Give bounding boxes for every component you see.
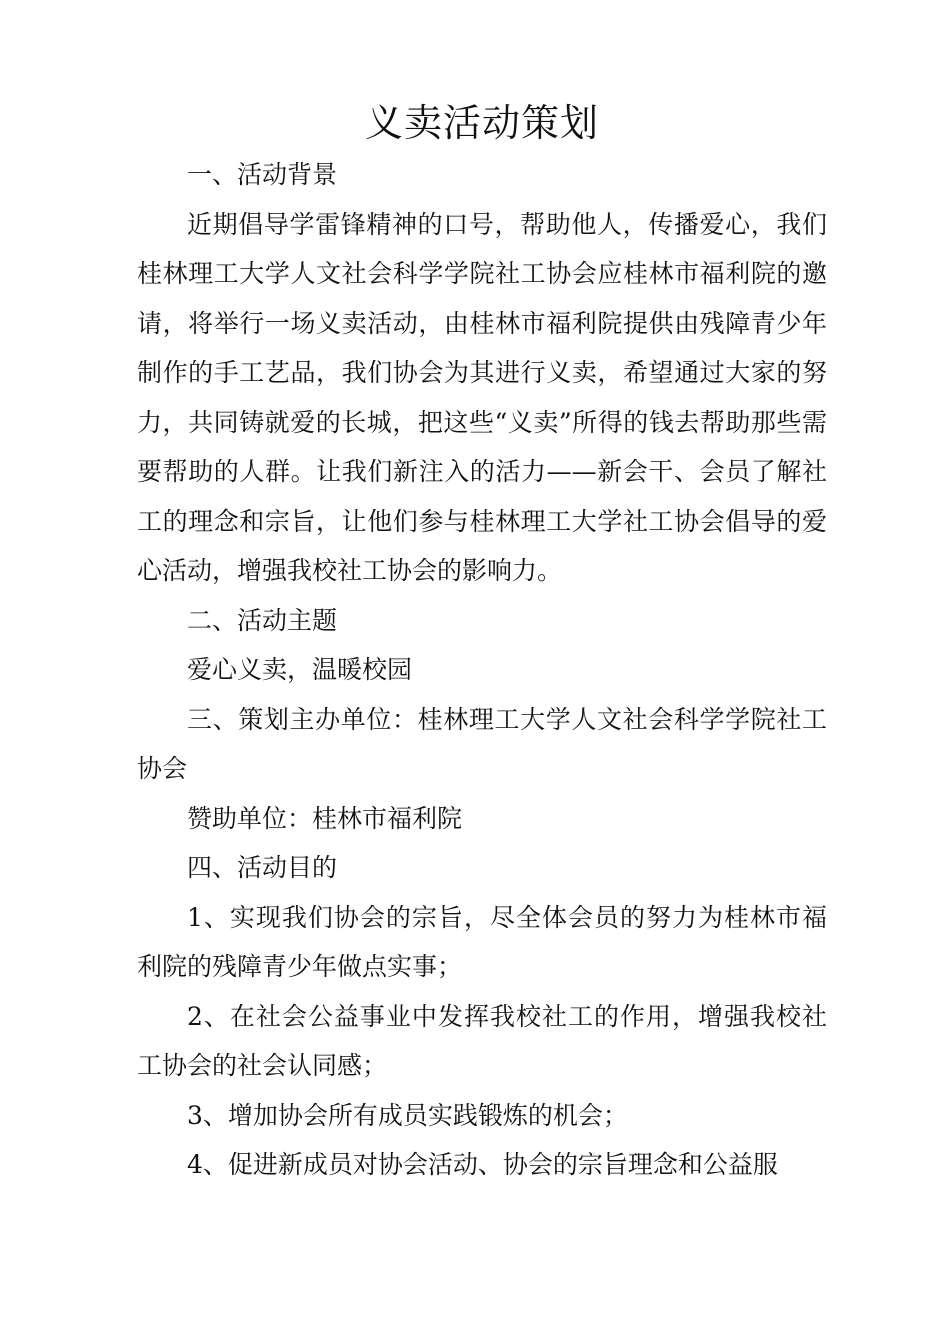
- section-heading-theme: 二、活动主题: [187, 605, 338, 635]
- section-heading-background: 一、活动背景: [187, 160, 338, 189]
- section-heading-purpose: 四、活动目的: [187, 853, 338, 882]
- paragraph-theme: 爱心义卖，温暖校园: [187, 655, 413, 684]
- purpose-item-2: 2、在社会公益事业中发挥我校社工的作用，增强我校社工协会的社会认同感；: [137, 1001, 827, 1080]
- purpose-item-3: 3、增加协会所有成员实践锻炼的机会；: [187, 1100, 628, 1130]
- document-page: [137, 96, 827, 1190]
- document-title: 义卖活动策划: [364, 101, 599, 145]
- purpose-item-1: 1、实现我们协会的宗旨，尽全体会员的努力为桂林市福利院的残障青少年做点实事；: [137, 902, 827, 981]
- paragraph-organizer: 三、策划主办单位：桂林理工大学人文社会科学学院社工协会: [137, 704, 827, 783]
- purpose-item-4: 4、促进新成员对协会活动、协会的宗旨理念和公益服: [187, 1150, 778, 1179]
- paragraph-background: 近期倡导学雷锋精神的口号，帮助他人，传播爱心，我们桂林理工大学人文社会科学学院社工协会应桂林市福利院的邀请，将举行一场义卖活动，由桂林市福利院提供由残障青少年制作的手工艺品，我们协会为其进行义卖，希望通过大家的努力，共同铸就爱的长城，把这些“义卖”所得的钱去帮助那些需要帮助的人群。让我们新注入的活力——新会干、会员了解社工的理念和宗旨，让他们参与桂林理工大学社工协会倡导的爱心活动，增强我校社工协会的影响力。: [137, 209, 827, 585]
- paragraph-sponsor: 赞助单位：桂林市福利院: [187, 803, 463, 833]
